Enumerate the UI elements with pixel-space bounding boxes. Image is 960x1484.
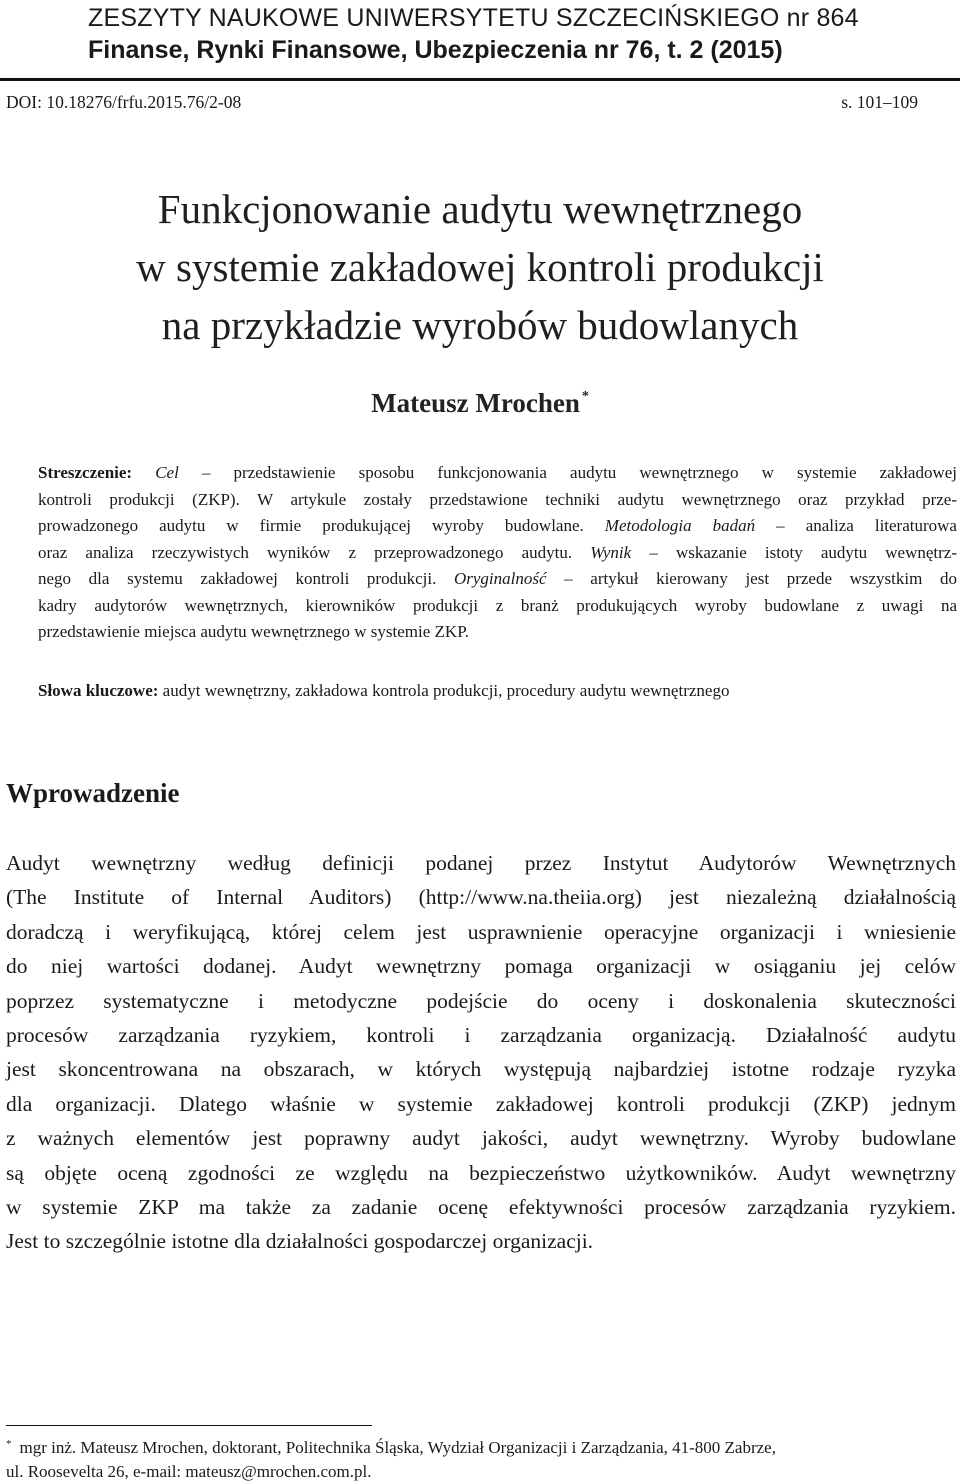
abstract bbox=[38, 460, 957, 646]
result-label: Wynik bbox=[590, 542, 632, 562]
originality-label: Oryginalność bbox=[453, 569, 547, 588]
paragraph-line: są objęte oceną zgodności ze względu na bezpieczeństwo użytkowników. Audyt wewnętrzny bbox=[6, 1160, 956, 1185]
title-line: Funkcjonowanie audytu wewnętrznego bbox=[157, 186, 803, 232]
aim-text: prowadzonego audytu w firmie produkującej wyroby budowlane. bbox=[38, 516, 605, 535]
author-name bbox=[0, 388, 960, 419]
aim-label: Cel bbox=[155, 463, 179, 482]
abstract-line bbox=[38, 513, 957, 540]
abstract-line: kadry audytorów wewnętrznych, kierowników produkcji z branż produkujących wyroby budowlane z uwagi na bbox=[38, 595, 957, 615]
paragraph-line: doradczą i weryfikującą, której celem jest usprawnienie operacyjne organizacji i wniesienie bbox=[6, 919, 956, 944]
paragraph-line: do niej wartości dodanej. Audyt wewnętrzny pomaga organizacji w osiąganiu jej celów bbox=[6, 954, 956, 979]
abstract-line bbox=[38, 566, 957, 593]
author-text: Mateusz Mrochen bbox=[371, 388, 580, 418]
originality-text: – artykuł kierowany jest przede wszystkim do bbox=[546, 569, 957, 588]
footnote-mark: * bbox=[6, 1438, 12, 1450]
result-text: – wskazanie istoty audytu wewnętrz- bbox=[631, 542, 957, 562]
footnote-text: mgr inż. Mateusz Mrochen, doktorant, Politechnika Śląska, Wydział Organizacji i Zarządzania, 41-800 Zabrze, bbox=[19, 1438, 776, 1457]
article-title bbox=[0, 180, 960, 354]
method-label: Metodologia badań bbox=[604, 516, 756, 535]
paragraph-line: poprzez systematyczne i metodyczne podejście do oceny i doskonalenia skuteczności bbox=[6, 988, 956, 1013]
aim-text: – przedstawienie sposobu funkcjonowania audytu wewnętrznego w systemie zakładowej bbox=[178, 463, 958, 482]
journal-issue-title: Finanse, Rynki Finansowe, Ubezpieczenia nr 76, t. 2 (2015) bbox=[88, 36, 783, 64]
page-range: s. 101–109 bbox=[841, 92, 918, 112]
method-text: – analiza literaturowa bbox=[755, 516, 957, 535]
title-line: w systemie zakładowej kontroli produkcji bbox=[136, 244, 824, 290]
author-footnote-mark: * bbox=[581, 389, 589, 404]
footnote bbox=[6, 1432, 776, 1484]
paragraph-line: Jest to szczególnie istotne dla działalności gospodarczej organizacji. bbox=[6, 1229, 594, 1254]
result-text: nego dla systemu zakładowej kontroli produkcji. bbox=[38, 569, 454, 588]
section-heading: Wprowadzenie bbox=[6, 778, 180, 808]
title-line: na przykładzie wyrobów budowlanych bbox=[161, 302, 799, 348]
abstract-line bbox=[38, 460, 957, 487]
keywords-text: audyt wewnętrzny, zakładowa kontrola produkcji, procedury audytu wewnętrznego bbox=[158, 681, 730, 700]
intro-paragraph bbox=[6, 846, 956, 1259]
abstract-line: kontroli produkcji (ZKP). W artykule zostały przedstawione techniki audytu wewnętrznego oraz przykład prze- bbox=[38, 489, 957, 509]
doi-label: DOI: 10.18276/frfu.2015.76/2-08 bbox=[6, 92, 242, 112]
paragraph-line: procesów zarządzania ryzykiem, kontroli i zarządzania organizacją. Działalność audytu bbox=[6, 1023, 956, 1048]
paragraph-line: z ważnych elementów jest poprawny audyt jakości, audyt wewnętrzny. Wyroby budowlane bbox=[6, 1126, 956, 1151]
keywords-label: Słowa kluczowe: bbox=[38, 681, 159, 700]
paragraph-line: (The Institute of Internal Auditors) (http://www.na.theiia.org) jest niezależną działalnością bbox=[6, 885, 956, 910]
keywords bbox=[38, 678, 957, 704]
footnote-line bbox=[6, 1432, 776, 1460]
paragraph-line: dla organizacji. Dlatego właśnie w systemie zakładowej kontroli produkcji (ZKP) jednym bbox=[6, 1091, 956, 1116]
header-divider bbox=[0, 78, 960, 81]
abstract-label: Streszczenie: bbox=[38, 463, 133, 482]
paragraph-line: w systemie ZKP ma także za zadanie ocenę efektywności procesów zarządzania ryzykiem. bbox=[6, 1195, 956, 1220]
abstract-line: przedstawienie miejsca audytu wewnętrznego w systemie ZKP. bbox=[38, 622, 470, 641]
paragraph-line: jest skoncentrowana na obszarach, w których występują najbardziej istotne rodzaje ryzyka bbox=[6, 1057, 956, 1082]
footnote-line: ul. Roosevelta 26, e-mail: mateusz@mrochen.com.pl. bbox=[6, 1462, 372, 1481]
paragraph-line: Audyt wewnętrzny według definicji podanej przez Instytut Audytorów Wewnętrznych bbox=[6, 851, 956, 875]
journal-series-title: ZESZYTY NAUKOWE UNIWERSYTETU SZCZECIŃSKIEGO nr 864 bbox=[88, 4, 859, 32]
method-text: oraz analiza rzeczywistych wyników z przeprowadzonego audytu. bbox=[38, 542, 591, 562]
abstract-line bbox=[38, 540, 957, 567]
footnote-divider bbox=[6, 1425, 372, 1426]
